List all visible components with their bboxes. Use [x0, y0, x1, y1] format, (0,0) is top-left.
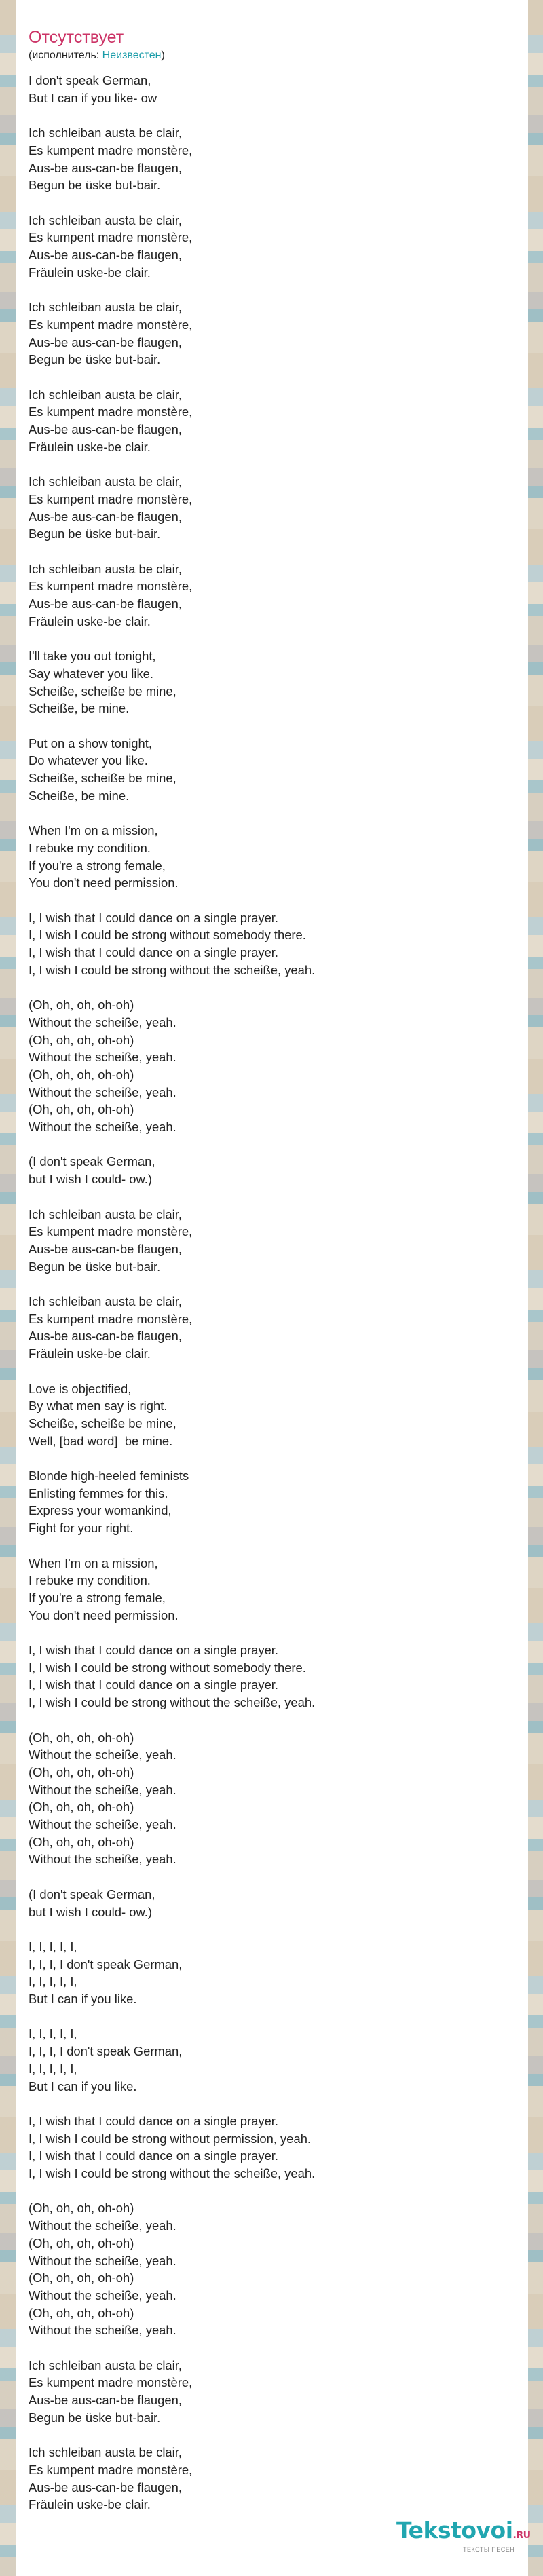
- lyric-line: I, I wish I could be strong without somebody there.: [29, 928, 306, 943]
- lyric-line: I, I, I, I, I,: [29, 2061, 77, 2076]
- lyric-line: Aus-be aus-can-be flaugen,: [29, 1241, 182, 1256]
- lyric-line: Fräulein uske-be clair.: [29, 265, 151, 280]
- lyrics-stanza: [29, 1293, 516, 1363]
- lyrics-stanza: [29, 822, 516, 892]
- lyrics-stanza: [29, 1153, 516, 1188]
- lyric-line: I, I, I, I don't speak German,: [29, 2044, 183, 2059]
- lyric-line: Begun be üske but-bair.: [29, 527, 161, 542]
- lyric-line: (Oh, oh, oh, oh-oh): [29, 1102, 134, 1117]
- lyrics-page: [16, 0, 528, 2576]
- lyric-line: Ich schleiban austa be clair,: [29, 474, 182, 489]
- lyrics-stanza: [29, 473, 516, 543]
- logo-tagline: ТЕКСТЫ ПЕСЕН: [463, 2546, 515, 2553]
- lyric-line: But I can if you like.: [29, 1992, 137, 2007]
- lyric-line: Ich schleiban austa be clair,: [29, 387, 182, 402]
- lyrics-stanza: [29, 909, 516, 979]
- lyric-line: When I'm on a mission,: [29, 1555, 158, 1570]
- lyric-line: I, I wish that I could dance on a single prayer.: [29, 2113, 279, 2128]
- lyrics-stanza: [29, 72, 516, 107]
- lyric-line: Without the scheiße, yeah.: [29, 1817, 176, 1832]
- lyric-line: When I'm on a mission,: [29, 823, 158, 838]
- lyric-line: (Oh, oh, oh, oh-oh): [29, 1730, 134, 1745]
- lyric-line: Fräulein uske-be clair.: [29, 1346, 151, 1361]
- lyric-line: I, I wish that I could dance on a single prayer.: [29, 2148, 279, 2163]
- lyric-line: I don't speak German,: [29, 73, 151, 88]
- lyric-line: I, I, I, I don't speak German,: [29, 1956, 183, 1971]
- lyric-line: Aus-be aus-can-be flaugen,: [29, 422, 182, 436]
- lyric-line: Without the scheiße, yeah.: [29, 1852, 176, 1867]
- lyric-line: I, I wish I could be strong without the scheiße, yeah.: [29, 962, 316, 977]
- lyrics-stanza: [29, 1555, 516, 1625]
- lyric-line: Without the scheiße, yeah.: [29, 1050, 176, 1065]
- lyrics-stanza: [29, 2357, 516, 2427]
- logo-wordmark: [396, 2517, 531, 2547]
- lyric-line: Well, [bad word] be mine.: [29, 1433, 173, 1448]
- lyric-line: Ich schleiban austa be clair,: [29, 126, 182, 140]
- lyrics-stanza: [29, 2444, 516, 2514]
- lyric-line: Scheiße, be mine.: [29, 701, 130, 716]
- lyric-line: (Oh, oh, oh, oh-oh): [29, 998, 134, 1012]
- lyrics-stanza: [29, 1206, 516, 1276]
- lyric-line: Without the scheiße, yeah.: [29, 1015, 176, 1029]
- lyric-line: Scheiße, scheiße be mine,: [29, 1416, 176, 1431]
- lyrics-stanza: [29, 386, 516, 456]
- lyric-line: I, I, I, I, I,: [29, 1939, 77, 1954]
- lyric-line: Aus-be aus-can-be flaugen,: [29, 335, 182, 349]
- lyric-line: Es kumpent madre monstère,: [29, 143, 193, 157]
- lyric-line: Aus-be aus-can-be flaugen,: [29, 2393, 182, 2408]
- lyric-line: I, I, I, I, I,: [29, 2026, 77, 2041]
- lyric-line: I, I, I, I, I,: [29, 1974, 77, 1989]
- lyric-line: Es kumpent madre monstère,: [29, 579, 193, 594]
- lyric-line: Love is objectified,: [29, 1381, 132, 1396]
- lyric-line: I, I wish that I could dance on a single prayer.: [29, 1678, 279, 1692]
- lyric-line: (Oh, oh, oh, oh-oh): [29, 2271, 134, 2286]
- lyric-line: Ich schleiban austa be clair,: [29, 1294, 182, 1308]
- logo-name: Tekstovoi: [396, 2517, 513, 2543]
- lyric-line: Begun be üske but-bair.: [29, 178, 161, 193]
- lyrics-stanza: [29, 1642, 516, 1711]
- lyric-line: I'll take you out tonight,: [29, 649, 156, 664]
- lyric-line: Scheiße, scheiße be mine,: [29, 683, 176, 698]
- lyric-line: Aus-be aus-can-be flaugen,: [29, 160, 182, 175]
- lyric-line: Enlisting femmes for this.: [29, 1485, 168, 1500]
- lyrics-stanza: [29, 2199, 516, 2339]
- lyric-line: I, I wish that I could dance on a single prayer.: [29, 945, 279, 960]
- lyric-line: Without the scheiße, yeah.: [29, 2253, 176, 2268]
- lyric-line: Ich schleiban austa be clair,: [29, 212, 182, 227]
- lyric-line: If you're a strong female,: [29, 858, 166, 873]
- artist-suffix: ): [161, 50, 165, 61]
- lyric-line: Put on a show tonight,: [29, 736, 152, 751]
- lyric-line: I, I wish I could be strong without permission, yeah.: [29, 2131, 312, 2146]
- lyric-line: Blonde high-heeled feminists: [29, 1469, 189, 1483]
- lyric-line: I, I wish I could be strong without somebody there.: [29, 1660, 306, 1675]
- lyric-line: Fight for your right.: [29, 1521, 134, 1536]
- lyrics-stanza: [29, 996, 516, 1136]
- lyric-line: Say whatever you like.: [29, 666, 153, 681]
- lyric-line: By what men say is right.: [29, 1399, 168, 1414]
- lyric-line: Aus-be aus-can-be flaugen,: [29, 596, 182, 611]
- lyrics-stanza: [29, 2025, 516, 2095]
- lyric-line: Ich schleiban austa be clair,: [29, 2445, 182, 2460]
- lyrics-text: [29, 72, 516, 2514]
- logo-tld: .RU: [512, 2530, 531, 2541]
- lyrics-stanza: [29, 124, 516, 194]
- lyric-line: Begun be üske but-bair.: [29, 352, 161, 367]
- lyric-line: Aus-be aus-can-be flaugen,: [29, 509, 182, 524]
- lyric-line: Without the scheiße, yeah.: [29, 1782, 176, 1797]
- lyric-line: I rebuke my condition.: [29, 1573, 151, 1588]
- lyric-line: Aus-be aus-can-be flaugen,: [29, 2480, 182, 2495]
- lyric-line: (Oh, oh, oh, oh-oh): [29, 2201, 134, 2216]
- lyric-line: Es kumpent madre monstère,: [29, 404, 193, 419]
- lyric-line: Ich schleiban austa be clair,: [29, 2357, 182, 2372]
- lyric-line: Express your womankind,: [29, 1503, 172, 1518]
- lyrics-stanza: [29, 561, 516, 630]
- lyrics-stanza: [29, 2113, 516, 2182]
- lyric-line: (Oh, oh, oh, oh-oh): [29, 2235, 134, 2250]
- lyric-line: (Oh, oh, oh, oh-oh): [29, 1032, 134, 1047]
- lyric-line: (Oh, oh, oh, oh-oh): [29, 1764, 134, 1779]
- lyric-line: Without the scheiße, yeah.: [29, 1084, 176, 1099]
- lyrics-stanza: [29, 1729, 516, 1869]
- lyrics-stanza: [29, 299, 516, 368]
- artist-link[interactable]: Неизвестен: [102, 50, 162, 61]
- lyric-line: Begun be üske but-bair.: [29, 2410, 161, 2425]
- lyric-line: (I don't speak German,: [29, 1887, 155, 1901]
- artist-line: [29, 49, 516, 62]
- lyric-line: Es kumpent madre monstère,: [29, 2375, 193, 2390]
- lyric-line: Es kumpent madre monstère,: [29, 317, 193, 332]
- lyric-line: (Oh, oh, oh, oh-oh): [29, 1800, 134, 1815]
- lyric-line: but I wish I could- ow.): [29, 1172, 152, 1187]
- song-title: Отсутствует: [29, 28, 124, 47]
- lyric-line: Without the scheiße, yeah.: [29, 1120, 176, 1135]
- lyric-line: But I can if you like- ow: [29, 90, 157, 105]
- lyrics-stanza: [29, 212, 516, 282]
- lyric-line: Without the scheiße, yeah.: [29, 1747, 176, 1762]
- lyric-line: Ich schleiban austa be clair,: [29, 1207, 182, 1221]
- artist-prefix: (исполнитель:: [29, 50, 102, 61]
- lyric-line: Scheiße, be mine.: [29, 788, 130, 803]
- lyric-line: Es kumpent madre monstère,: [29, 1224, 193, 1239]
- lyric-line: Scheiße, scheiße be mine,: [29, 771, 176, 785]
- lyric-line: If you're a strong female,: [29, 1590, 166, 1605]
- lyric-line: Begun be üske but-bair.: [29, 1259, 161, 1274]
- lyric-line: Es kumpent madre monstère,: [29, 230, 193, 245]
- lyric-line: Without the scheiße, yeah.: [29, 2218, 176, 2233]
- lyrics-stanza: [29, 1938, 516, 2008]
- lyric-line: Without the scheiße, yeah.: [29, 2288, 176, 2303]
- lyrics-stanza: [29, 1467, 516, 1537]
- lyric-line: (Oh, oh, oh, oh-oh): [29, 2305, 134, 2320]
- lyric-line: Aus-be aus-can-be flaugen,: [29, 248, 182, 262]
- lyric-line: I, I wish that I could dance on a single prayer.: [29, 1643, 279, 1657]
- lyric-line: but I wish I could- ow.): [29, 1904, 152, 1919]
- lyric-line: You don't need permission.: [29, 875, 179, 890]
- lyric-line: Fräulein uske-be clair.: [29, 2497, 151, 2512]
- lyric-line: You don't need permission.: [29, 1608, 179, 1623]
- lyric-line: Without the scheiße, yeah.: [29, 2323, 176, 2338]
- lyric-line: I, I wish that I could dance on a single prayer.: [29, 910, 279, 925]
- lyrics-stanza: [29, 1380, 516, 1450]
- lyric-line: Do whatever you like.: [29, 753, 148, 768]
- lyric-line: (Oh, oh, oh, oh-oh): [29, 1067, 134, 1082]
- lyric-line: Es kumpent madre monstère,: [29, 2462, 193, 2477]
- lyric-line: Aus-be aus-can-be flaugen,: [29, 1329, 182, 1344]
- lyrics-stanza: [29, 647, 516, 717]
- lyric-line: Fräulein uske-be clair.: [29, 613, 151, 628]
- lyric-line: I, I wish I could be strong without the scheiße, yeah.: [29, 1695, 316, 1710]
- lyric-line: Fräulein uske-be clair.: [29, 439, 151, 454]
- lyric-line: I, I wish I could be strong without the scheiße, yeah.: [29, 2166, 316, 2181]
- lyric-line: I rebuke my condition.: [29, 840, 151, 855]
- lyric-line: But I can if you like.: [29, 2079, 137, 2094]
- lyric-line: Ich schleiban austa be clair,: [29, 300, 182, 315]
- lyric-line: Es kumpent madre monstère,: [29, 1311, 193, 1326]
- site-logo[interactable]: [396, 2517, 531, 2553]
- lyric-line: (Oh, oh, oh, oh-oh): [29, 1834, 134, 1849]
- lyric-line: (I don't speak German,: [29, 1154, 155, 1169]
- lyric-line: Ich schleiban austa be clair,: [29, 561, 182, 576]
- lyric-line: Es kumpent madre monstère,: [29, 491, 193, 506]
- lyrics-stanza: [29, 735, 516, 805]
- lyrics-stanza: [29, 1886, 516, 1920]
